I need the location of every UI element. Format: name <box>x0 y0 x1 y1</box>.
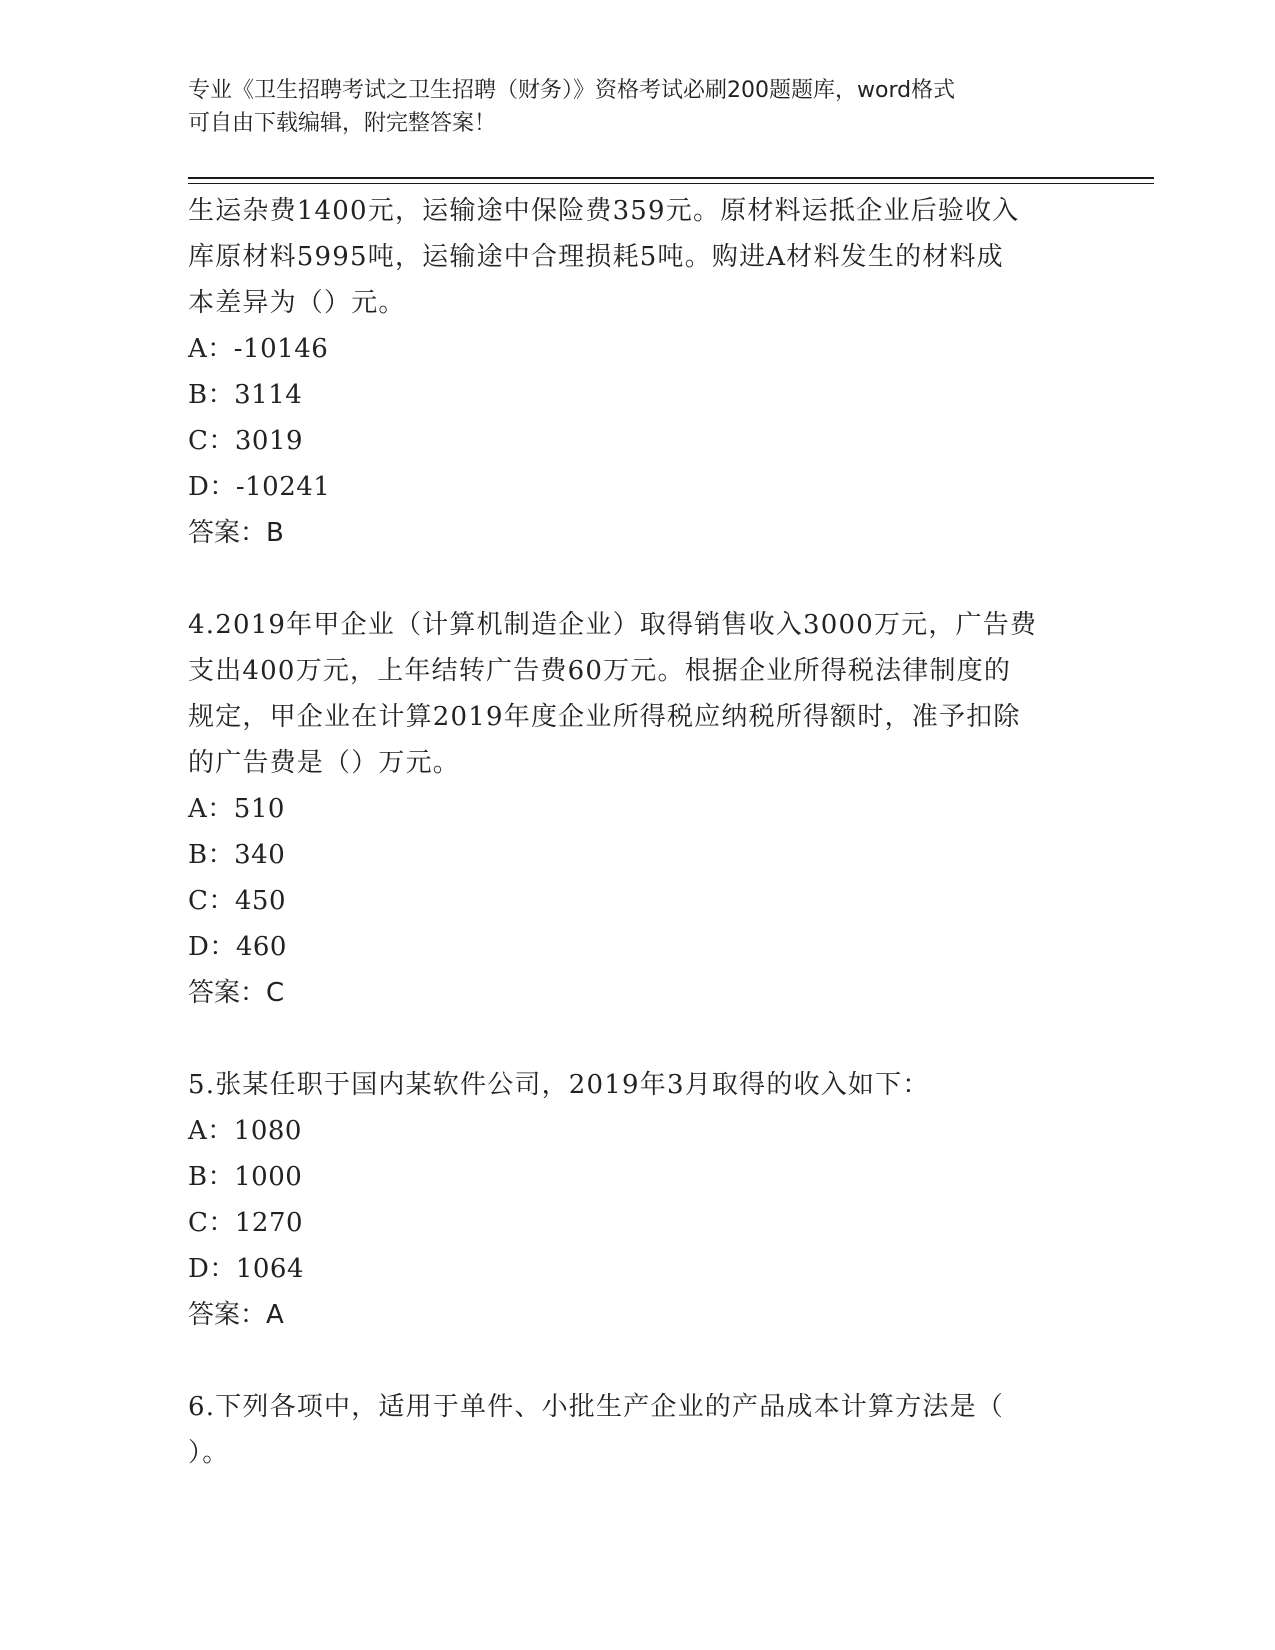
header-divider-thick <box>188 177 1154 179</box>
question-text-line: 5.张某任职于国内某软件公司，2019年3月取得的收入如下： <box>188 1070 930 1100</box>
option-d: D：460 <box>188 932 287 962</box>
answer: 答案：A <box>188 1300 284 1330</box>
option-b: B：1000 <box>188 1162 303 1192</box>
question-6 <box>188 1384 1088 1476</box>
question-text-line: 生运杂费1400元，运输途中保险费359元。原材料运抵企业后验收入 <box>188 196 1020 226</box>
option-b: B：340 <box>188 840 286 870</box>
document-header <box>188 74 1068 140</box>
option-a: A：-10146 <box>188 334 329 364</box>
question-text-line: 本差异为（）元。 <box>188 288 406 318</box>
question-text-line: 4.2019年甲企业（计算机制造企业）取得销售收入3000万元，广告费 <box>188 610 1038 640</box>
option-a: A：1080 <box>188 1116 302 1146</box>
option-b: B：3114 <box>188 380 303 410</box>
option-c: C：450 <box>188 886 287 916</box>
option-d: D：-10241 <box>188 472 331 502</box>
question-text-line: ）。 <box>188 1438 230 1468</box>
question-3-continued <box>188 188 1088 556</box>
question-text-line: 支出400万元，上年结转广告费60万元。根据企业所得税法律制度的 <box>188 656 1012 686</box>
answer: 答案：C <box>188 978 285 1008</box>
question-5 <box>188 1062 1088 1338</box>
header-line-1: 专业《卫生招聘考试之卫生招聘（财务）》资格考试必刷200题题库，word格式 <box>188 78 956 103</box>
header-divider-thin <box>188 183 1154 184</box>
spacer <box>188 1016 1088 1062</box>
spacer <box>188 1338 1088 1384</box>
question-text-line: 的广告费是（）万元。 <box>188 748 461 778</box>
option-d: D：1064 <box>188 1254 305 1284</box>
question-4 <box>188 602 1088 1016</box>
option-a: A：510 <box>188 794 285 824</box>
question-text-line: 规定，甲企业在计算2019年度企业所得税应纳税所得额时，准予扣除 <box>188 702 1021 732</box>
question-content <box>188 188 1088 1476</box>
question-text-line: 6.下列各项中，适用于单件、小批生产企业的产品成本计算方法是（ <box>188 1392 1005 1422</box>
option-c: C：3019 <box>188 426 304 456</box>
header-line-2: 可自由下载编辑，附完整答案！ <box>188 111 497 136</box>
question-text-line: 库原材料5995吨，运输途中合理损耗5吨。购进A材料发生的材料成 <box>188 242 1004 272</box>
option-c: C：1270 <box>188 1208 304 1238</box>
spacer <box>188 556 1088 602</box>
answer: 答案：B <box>188 518 284 548</box>
